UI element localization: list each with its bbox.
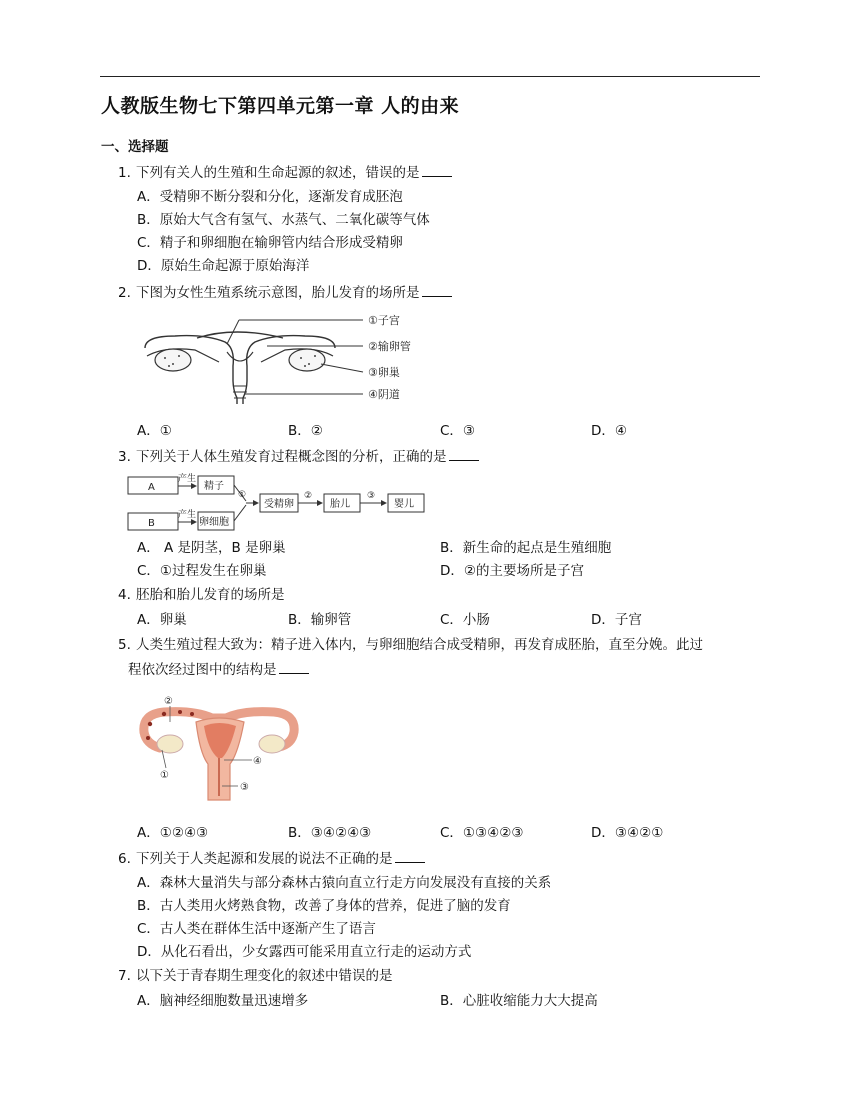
label-2: ② — [164, 696, 173, 707]
produce-label: 产生 — [178, 474, 197, 484]
answer-blank — [279, 660, 309, 674]
option-c: C．小肠 — [440, 612, 490, 628]
label-ovary: ③卵巢 — [368, 366, 400, 379]
label-oviduct: ②输卵管 — [368, 340, 411, 353]
question-6 — [118, 848, 425, 870]
step-3-label: ③ — [367, 491, 376, 501]
option-a: A．脑神经细胞数量迅速增多 — [137, 993, 309, 1009]
option-b: B．原始大气含有氢气、水蒸气、二氧化碳等气体 — [137, 212, 430, 228]
question-text: 下列关于人体生殖发育过程概念图的分析，正确的是 — [136, 449, 447, 465]
header-rule — [100, 76, 760, 77]
box-fetus: 胎儿 — [330, 499, 350, 510]
question-number: 7. — [118, 968, 131, 984]
option-d: D．②的主要场所是子宫 — [440, 563, 584, 579]
option-b: B．心脏收缩能力大大提高 — [440, 993, 598, 1009]
label-3: ③ — [240, 782, 249, 793]
question-4 — [118, 584, 285, 606]
option-d: D．③④②① — [591, 825, 664, 841]
reproduction-concept-map — [126, 471, 426, 533]
question-number: 5. — [118, 637, 131, 653]
option-c: C．③ — [440, 423, 476, 439]
option-b: B．② — [288, 423, 323, 439]
answer-blank — [449, 447, 479, 461]
answer-blank — [422, 163, 452, 177]
box-b: B — [148, 518, 155, 529]
question-7 — [118, 965, 393, 987]
question-text: 下列有关人的生殖和生命起源的叙述，错误的是 — [136, 165, 420, 181]
label-uterus: ①子宫 — [368, 314, 400, 327]
option-b: B．新生命的起点是生殖细胞 — [440, 540, 612, 556]
option-a: A． A 是阴茎，B 是卵巢 — [137, 540, 286, 556]
page-title: 人教版生物七下第四单元第一章 人的由来 — [101, 95, 460, 117]
question-text: 程依次经过图中的结构是 — [128, 662, 277, 678]
option-d: D．④ — [591, 423, 627, 439]
option-d: D．原始生命起源于原始海洋 — [137, 258, 310, 274]
question-number: 1. — [118, 165, 131, 181]
option-a: A．受精卵不断分裂和分化，逐渐发育成胚泡 — [137, 189, 403, 205]
option-c: C．精子和卵细胞在输卵管内结合形成受精卵 — [137, 235, 403, 251]
question-text: 人类生殖过程大致为：精子进入体内，与卵细胞结合成受精卵，再发育成胚胎，直至分娩。此过 — [136, 637, 703, 653]
question-text: 下图为女性生殖系统示意图，胎儿发育的场所是 — [136, 285, 420, 301]
answer-blank — [422, 283, 452, 297]
option-a: A．卵巢 — [137, 612, 187, 628]
box-baby: 婴儿 — [394, 499, 414, 510]
option-d: D．从化石看出，少女露西可能采用直立行走的运动方式 — [137, 944, 472, 960]
question-3 — [118, 446, 479, 468]
option-b: B．古人类用火烤熟食物，改善了身体的营养，促进了脑的发育 — [137, 898, 511, 914]
label-1: ① — [160, 770, 169, 781]
option-a: A．① — [137, 423, 172, 439]
question-2 — [118, 282, 452, 304]
female-reproductive-diagram — [135, 308, 435, 408]
option-a: A．森林大量消失与部分森林古猿向直立行走方向发展没有直接的关系 — [137, 875, 552, 891]
uterus-diagram — [134, 692, 304, 810]
step-2-label: ② — [304, 491, 313, 501]
box-egg: 卵细胞 — [199, 517, 229, 528]
option-a: A．①②④③ — [137, 825, 209, 841]
box-sperm: 精子 — [204, 481, 224, 492]
question-text: 胚胎和胎儿发育的场所是 — [136, 587, 285, 603]
label-vagina: ④阴道 — [368, 388, 400, 401]
label-4: ④ — [253, 756, 262, 767]
question-number: 3. — [118, 449, 131, 465]
question-text: 下列关于人类起源和发展的说法不正确的是 — [136, 851, 393, 867]
option-c: C．①③④②③ — [440, 825, 524, 841]
produce-label: 产生 — [178, 510, 197, 520]
question-text: 以下关于青春期生理变化的叙述中错误的是 — [136, 968, 393, 984]
box-a: A — [148, 482, 155, 493]
option-d: D．子宫 — [591, 612, 642, 628]
question-5 — [118, 634, 703, 656]
answer-blank — [395, 849, 425, 863]
box-zygote: 受精卵 — [264, 499, 294, 510]
step-1-label: ① — [238, 490, 247, 500]
section-heading: 一、选择题 — [101, 139, 169, 155]
question-5-continued — [128, 659, 309, 681]
question-number: 2. — [118, 285, 131, 301]
option-c: C．古人类在群体生活中逐渐产生了语言 — [137, 921, 376, 937]
option-b: B．输卵管 — [288, 612, 352, 628]
question-number: 4. — [118, 587, 131, 603]
question-1 — [118, 162, 452, 184]
question-number: 6. — [118, 851, 131, 867]
option-c: C．①过程发生在卵巢 — [137, 563, 267, 579]
option-b: B．③④②④③ — [288, 825, 372, 841]
